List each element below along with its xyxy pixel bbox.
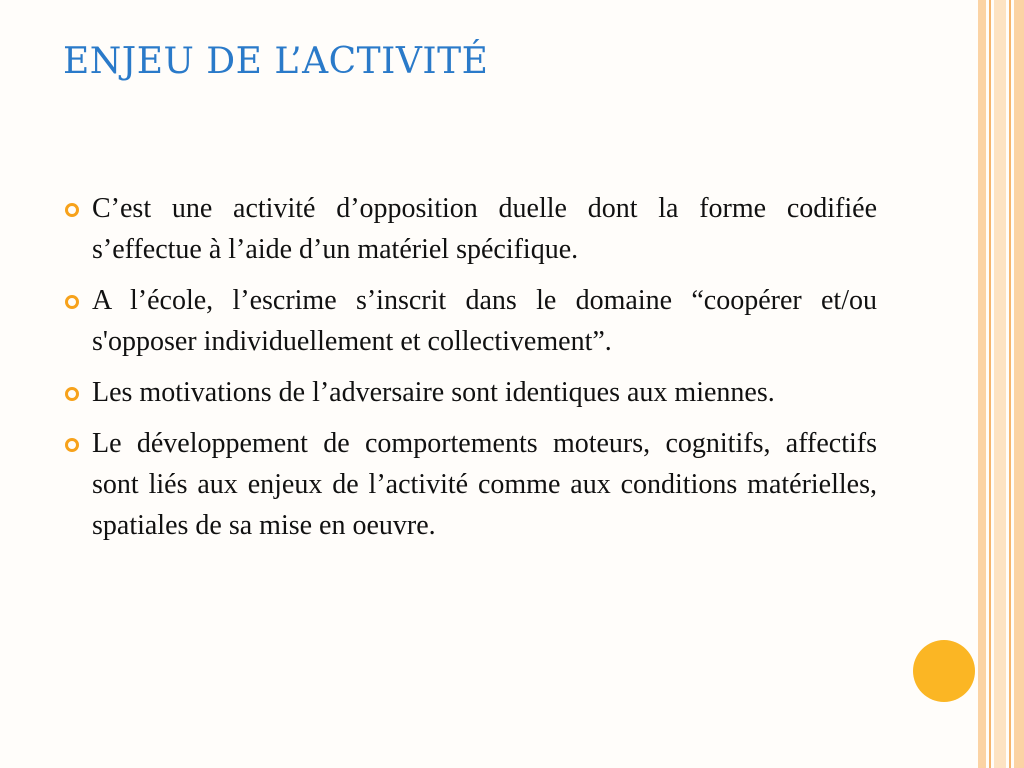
decorative-stripe (1009, 0, 1011, 768)
decorative-stripe (989, 0, 991, 768)
decorative-stripe (978, 0, 986, 768)
bullet-text: A l’école, l’escrime s’inscrit dans le domaine “coopérer et/ou s'opposer individuellement et collectivement”. (92, 285, 877, 357)
ring-bullet-icon (65, 203, 79, 217)
ring-bullet-icon (65, 295, 79, 309)
bullet-item (63, 188, 877, 270)
orange-circle-decoration (913, 640, 975, 702)
ring-bullet-icon (65, 387, 79, 401)
bullet-list (63, 188, 877, 556)
bullet-item (63, 423, 877, 546)
ring-bullet-icon (65, 438, 79, 452)
slide-title: ENJEU DE L’ACTIVITÉ (63, 41, 489, 82)
bullet-text: C’est une activité d’opposition duelle dont la forme codifiée s’effectue à l’aide d’un matériel spécifique. (92, 193, 877, 265)
decorative-stripe (994, 0, 1006, 768)
bullet-item (63, 280, 877, 362)
bullet-text: Les motivations de l’adversaire sont identiques aux miennes. (92, 377, 775, 408)
bullet-item (63, 372, 877, 413)
bullet-text: Le développement de comportements moteurs, cognitifs, affectifs sont liés aux enjeux de l’activité comme aux conditions matérielles, spatiales de sa mise en oeuvre. (92, 428, 877, 541)
decorative-stripe (1014, 0, 1024, 768)
